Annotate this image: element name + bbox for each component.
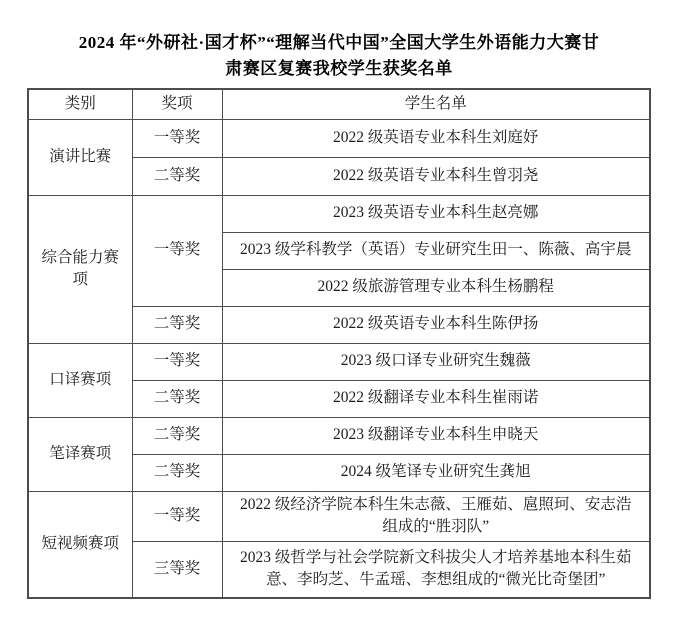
award-cell: 一等奖 [132,491,222,541]
category-cell-comprehensive: 综合能力赛项 [28,195,132,343]
awards-table [27,88,651,599]
students-cell: 2022 级英语专业本科生陈伊扬 [222,306,650,343]
students-cell: 2022 级经济学院本科生朱志薇、王雁茹、扈照珂、安志浩组成的“胜羽队” [222,491,650,541]
award-cell: 三等奖 [132,541,222,598]
table-row [28,343,650,380]
students-cell: 2022 级英语专业本科生刘庭妤 [222,119,650,157]
header-category: 类别 [28,89,132,119]
students-cell: 2024 级笔译专业研究生龚旭 [222,454,650,491]
award-cell: 二等奖 [132,454,222,491]
award-cell: 二等奖 [132,380,222,417]
award-cell: 一等奖 [132,119,222,157]
students-cell: 2023 级学科教学（英语）专业研究生田一、陈薇、高宇晨 [222,232,650,269]
header-award: 奖项 [132,89,222,119]
table-row [28,195,650,232]
students-cell: 2022 级翻译专业本科生崔雨诺 [222,380,650,417]
students-cell: 2023 级英语专业本科生赵亮娜 [222,195,650,232]
award-cell: 一等奖 [132,195,222,306]
award-cell: 一等奖 [132,343,222,380]
category-cell-speech: 演讲比赛 [28,119,132,195]
award-cell: 二等奖 [132,157,222,195]
students-cell: 2022 级旅游管理专业本科生杨鹏程 [222,269,650,306]
category-cell-short-video: 短视频赛项 [28,491,132,598]
students-cell: 2023 级哲学与社会学院新文科拔尖人才培养基地本科生茹意、李昀芝、牛孟瑶、李想组成的“微光比奇堡团” [222,541,650,598]
category-cell-interpreting: 口译赛项 [28,343,132,417]
title-line-2: 肃赛区复赛我校学生获奖名单 [225,58,453,78]
students-cell: 2023 级翻译专业本科生申晓天 [222,417,650,454]
students-cell: 2023 级口译专业研究生魏薇 [222,343,650,380]
table-row [28,417,650,454]
header-students: 学生名单 [222,89,650,119]
students-cell: 2022 级英语专业本科生曾羽尧 [222,157,650,195]
category-cell-translation: 笔译赛项 [28,417,132,491]
award-cell: 二等奖 [132,306,222,343]
award-cell: 二等奖 [132,417,222,454]
table-row [28,491,650,541]
document-title [19,30,659,81]
table-row [28,119,650,157]
title-line-1: 2024 年“外研社·国才杯”“理解当代中国”全国大学生外语能力大赛甘 [78,33,600,52]
table-header-row [28,89,650,119]
